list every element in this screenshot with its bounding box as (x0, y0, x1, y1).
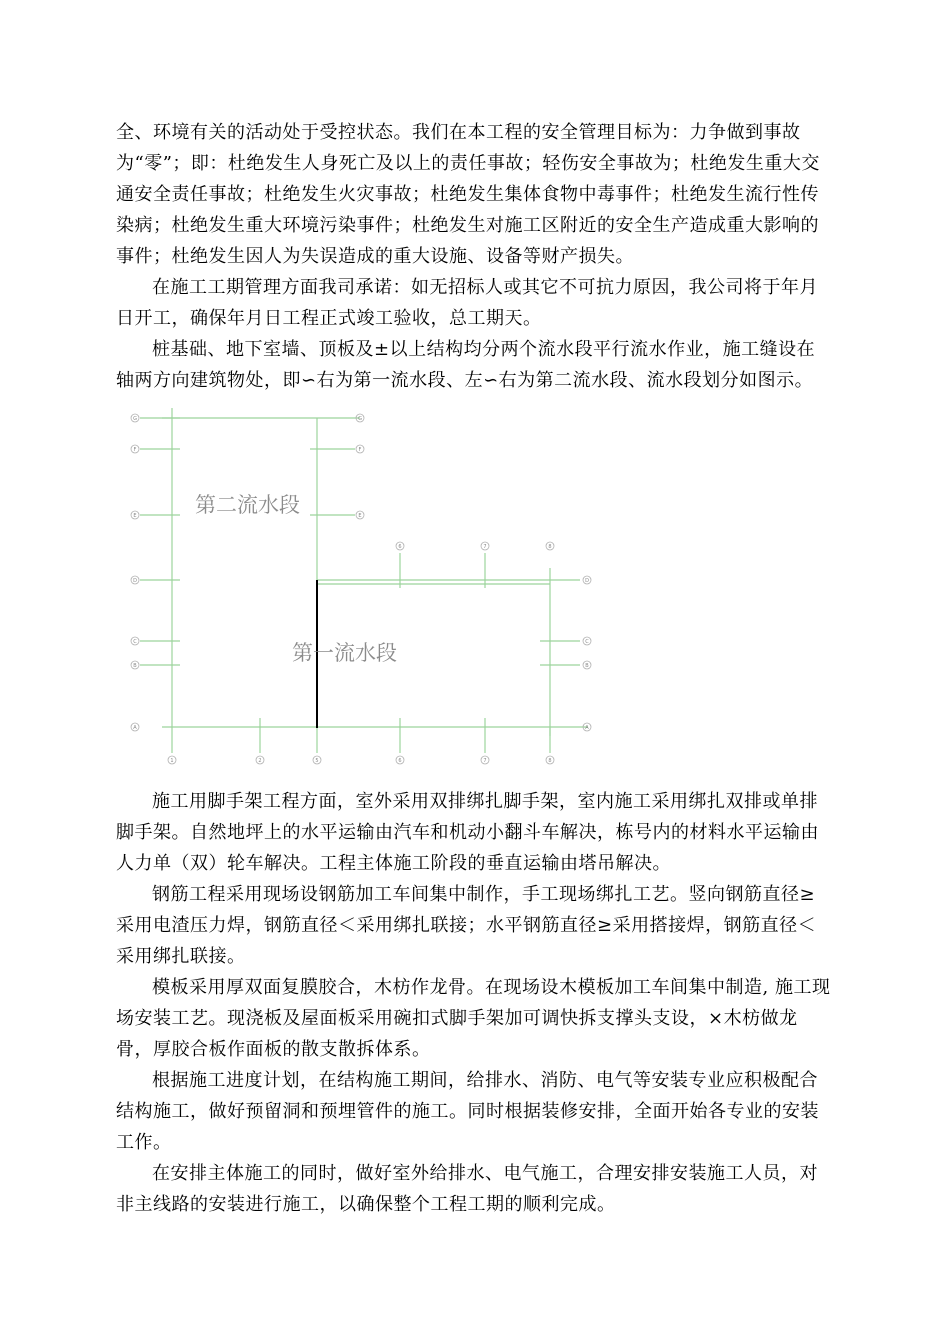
axis-label: D (133, 578, 137, 584)
axis-labels (133, 416, 589, 764)
axis-label: 7 (483, 758, 487, 764)
zone-label-second: 第二流水段 (195, 493, 300, 517)
axis-label: F (358, 447, 362, 453)
axis-label: B (585, 663, 589, 669)
zone-label-first: 第一流水段 (292, 641, 397, 665)
paragraph: 钢筋工程采用现场设钢筋加工车间集中制作，手工现场绑扎工艺。竖向钢筋直径≥采用电渣压力焊，钢筋直径＜采用绑扎联接；水平钢筋直径≥采用搭接焊，钢筋直径＜采用绑扎联接。 (116, 884, 817, 967)
axis-label: 2 (258, 758, 262, 764)
axis-label: G (133, 416, 137, 422)
axis-label: 5 (315, 758, 319, 764)
axis-label: 8 (548, 758, 552, 764)
paragraph: 在安排主体施工的同时，做好室外给排水、电气施工，合理安排安装施工人员，对非主线路的安装进行施工，以确保整个工程工期的顺利完成。 (116, 1163, 818, 1215)
axis-bubbles (131, 414, 591, 764)
axis-label: C (133, 639, 137, 645)
axis-label: G (358, 416, 362, 422)
paragraph: 全、环境有关的活动处于受控状态。我们在本工程的安全管理目标为：力争做到事故为“零”；即：杜绝发生人身死亡及以上的责任事故；轻伤安全事故为；杜绝发生重大交通安全责任事故；杜绝发生火灾事故；杜绝发生集体食物中毒事件；杜绝发生流行性传染病；杜绝发生重大环境污染事件；杜绝发生对施工区附近的安全生产造成重大影响的事件；杜绝发生因人为失误造成的重大设施、设备等财产损失。 (116, 122, 820, 267)
axis-label: 1 (170, 758, 174, 764)
axis-label: E (358, 513, 362, 519)
paragraph: 模板采用厚双面复膜胶合，木枋作龙骨。在现场设木模板加工车间集中制造, 施工现场安装工艺。现浇板及屋面板采用碗扣式脚手架加可调快拆支撑头支设，×木枋做龙骨，厚胶合板作面板的散支散拆体系。 (116, 977, 831, 1060)
axis-label: 8 (548, 544, 552, 550)
text-block-bottom (116, 786, 833, 1220)
paragraph: 施工用脚手架工程方面，室外采用双排绑扎脚手架，室内施工采用绑扎双排或单排脚手架。自然地坪上的水平运输由汽车和机动小翻斗车解决，栋号内的材料水平运输由人力单（双）轮车解决。工程主体施工阶段的垂直运输由塔吊解决。 (116, 791, 819, 874)
flow-section-diagram (110, 398, 610, 778)
axis-label: 6 (398, 544, 402, 550)
text-block-top (116, 117, 833, 396)
axis-label: E (133, 513, 137, 519)
axis-label: D (585, 578, 589, 584)
axis-label: B (133, 663, 137, 669)
building-outline (140, 408, 588, 753)
paragraph: 根据施工进度计划，在结构施工期间，给排水、消防、电气等安装专业应积极配合结构施工，做好预留洞和预埋管件的施工。同时根据装修安排，全面开始各专业的安装工作。 (116, 1070, 819, 1153)
axis-label: C (585, 639, 589, 645)
axis-label: A (585, 725, 589, 731)
paragraph: 在施工工期管理方面我司承诺：如无招标人或其它不可抗力原因，我公司将于年月日开工，确保年月日工程正式竣工验收，总工期天。 (116, 277, 818, 329)
axis-label: F (133, 447, 137, 453)
axis-label: 7 (483, 544, 487, 550)
axis-label: 6 (398, 758, 402, 764)
axis-label: A (133, 725, 137, 731)
paragraph: 桩基础、地下室墙、顶板及±以上结构均分两个流水段平行流水作业，施工缝设在轴两方向建筑物处，即∽右为第一流水段、左∽右为第二流水段、流水段划分如图示。 (116, 339, 816, 391)
